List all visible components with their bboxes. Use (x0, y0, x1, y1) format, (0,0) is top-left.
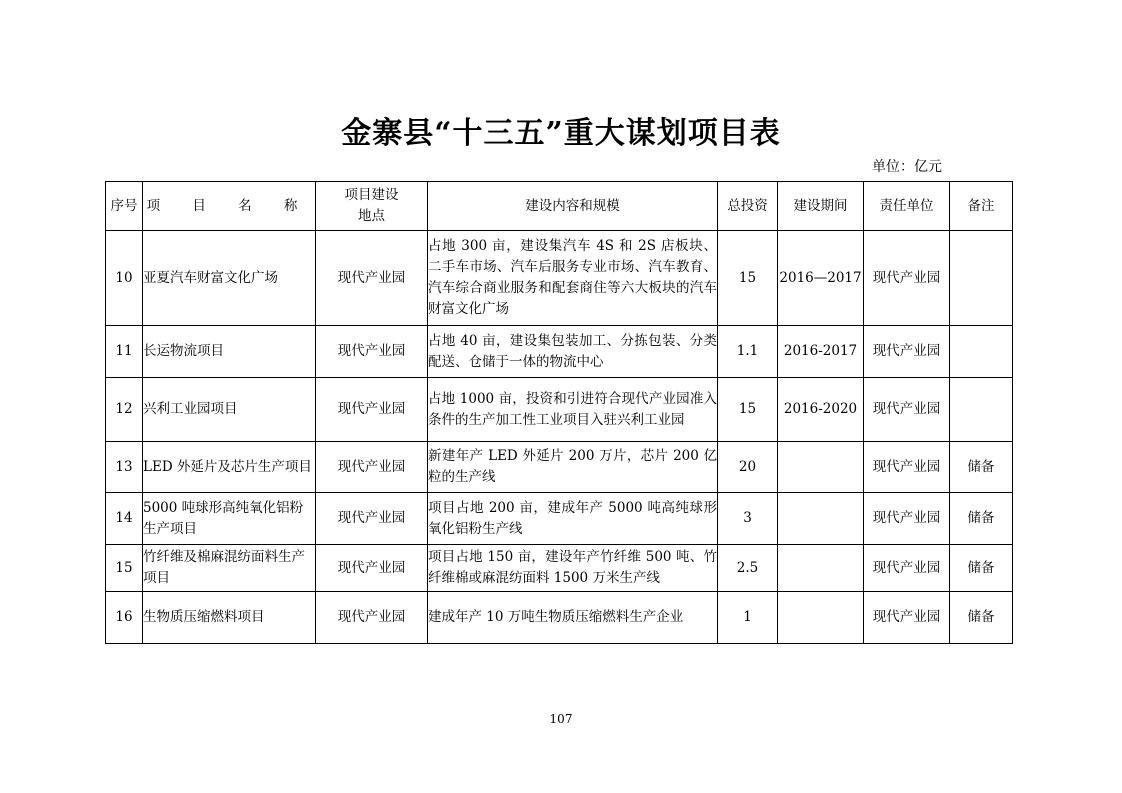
row-unit: 现代产业园 (864, 442, 950, 493)
row-investment: 1 (718, 592, 778, 644)
row-no: 13 (106, 442, 143, 493)
row-note (950, 231, 1013, 326)
row-location: 现代产业园 (316, 326, 428, 378)
row-unit: 现代产业园 (864, 378, 950, 442)
row-name: 兴利工业园项目 (143, 378, 316, 442)
row-no: 16 (106, 592, 143, 644)
row-note: 储备 (950, 442, 1013, 493)
header-location (316, 182, 428, 231)
table-row (106, 231, 1013, 326)
row-location: 现代产业园 (316, 378, 428, 442)
row-unit: 现代产业园 (864, 493, 950, 545)
row-content: 占地 300 亩，建设集汽车 4S 和 2S 店板块、二手车市场、汽车后服务专业市场、汽车教育、汽车综合商业服务和配套商住等六大板块的汽车财富文化广场 (428, 231, 718, 326)
header-content: 建设内容和规模 (428, 182, 718, 231)
row-no: 10 (106, 231, 143, 326)
row-no: 11 (106, 326, 143, 378)
row-content: 项目占地 150 亩，建设年产竹纤维 500 吨、竹纤维棉或麻混纺面料 1500 万米生产线 (428, 545, 718, 592)
row-no: 14 (106, 493, 143, 545)
row-location: 现代产业园 (316, 493, 428, 545)
row-content: 项目占地 200 亩，建成年产 5000 吨高纯球形氧化铝粉生产线 (428, 493, 718, 545)
table-row (106, 592, 1013, 644)
unit-label: 单位：亿元 (872, 159, 942, 175)
table-row (106, 545, 1013, 592)
row-name: LED 外延片及芯片生产项目 (143, 442, 316, 493)
row-period (778, 442, 864, 493)
table-row (106, 442, 1013, 493)
row-investment: 15 (718, 378, 778, 442)
row-unit: 现代产业园 (864, 592, 950, 644)
header-note: 备注 (950, 182, 1013, 231)
row-note: 储备 (950, 545, 1013, 592)
row-name: 5000 吨球形高纯氧化铝粉生产项目 (143, 493, 316, 545)
row-investment: 2.5 (718, 545, 778, 592)
table-row (106, 493, 1013, 545)
row-location: 现代产业园 (316, 442, 428, 493)
row-period: 2016—2017 (778, 231, 864, 326)
row-location: 现代产业园 (316, 545, 428, 592)
table-row (106, 326, 1013, 378)
row-unit: 现代产业园 (864, 326, 950, 378)
row-content: 占地 40 亩，建设集包装加工、分拣包装、分类配送、仓储于一体的物流中心 (428, 326, 718, 378)
row-period (778, 592, 864, 644)
row-note (950, 378, 1013, 442)
header-investment: 总投资 (718, 182, 778, 231)
row-investment: 20 (718, 442, 778, 493)
row-name: 竹纤维及棉麻混纺面料生产项目 (143, 545, 316, 592)
header-location-line2: 地点 (358, 208, 385, 224)
header-location-line1: 项目建设 (344, 187, 399, 203)
header-period: 建设期间 (778, 182, 864, 231)
row-no: 15 (106, 545, 143, 592)
row-name: 生物质压缩燃料项目 (143, 592, 316, 644)
row-no: 12 (106, 378, 143, 442)
row-investment: 1.1 (718, 326, 778, 378)
row-unit: 现代产业园 (864, 231, 950, 326)
row-investment: 3 (718, 493, 778, 545)
row-content: 新建年产 LED 外延片 200 万片，芯片 200 亿粒的生产线 (428, 442, 718, 493)
row-period (778, 545, 864, 592)
table-row (106, 378, 1013, 442)
row-investment: 15 (718, 231, 778, 326)
page-number: 107 (549, 712, 573, 726)
row-period (778, 493, 864, 545)
row-name: 长运物流项目 (143, 326, 316, 378)
header-name: 项 目 名 称 (143, 182, 316, 231)
row-note: 储备 (950, 592, 1013, 644)
row-period: 2016-2020 (778, 378, 864, 442)
row-note: 储备 (950, 493, 1013, 545)
header-unit: 责任单位 (864, 182, 950, 231)
projects-table (105, 181, 1013, 644)
row-content: 占地 1000 亩，投资和引进符合现代产业园准入条件的生产加工性工业项目入驻兴利工业园 (428, 378, 718, 442)
row-name: 亚夏汽车财富文化广场 (143, 231, 316, 326)
page-title: 金寨县“十三五”重大谋划项目表 (341, 116, 781, 151)
row-location: 现代产业园 (316, 592, 428, 644)
table-header-row (106, 182, 1013, 231)
row-note (950, 326, 1013, 378)
row-unit: 现代产业园 (864, 545, 950, 592)
row-location: 现代产业园 (316, 231, 428, 326)
row-content: 建成年产 10 万吨生物质压缩燃料生产企业 (428, 592, 718, 644)
header-no: 序号 (106, 182, 143, 231)
row-period: 2016-2017 (778, 326, 864, 378)
